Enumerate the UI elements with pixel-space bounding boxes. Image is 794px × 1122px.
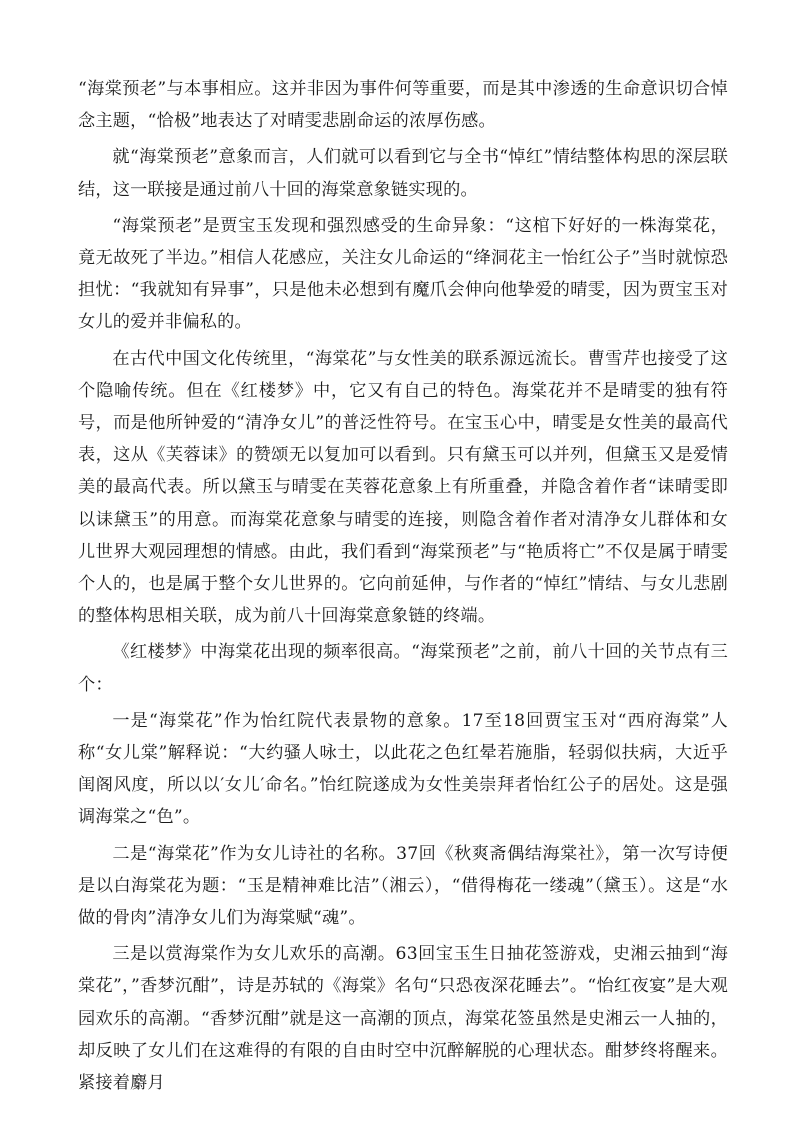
paragraph-3: “海棠预老”是贾宝玉发现和强烈感受的生命异象：“这棺下好好的一株海棠花，竟无故死了半边。”相信人花感应，关注女儿命运的“绛洞花主一怡红公子”当时就惊恐担忧：“我就知有异事”，只是他未必想到有魔爪会伸向他挚爱的晴雯，因为贾宝玉对女儿的爱并非偏私的。	[78, 215, 728, 333]
article-body	[78, 73, 728, 1099]
paragraph-4: 在古代中国文化传统里，“海棠花”与女性美的联系源远流长。曹雪芹也接受了这个隐喻传统。但在《红楼梦》中，它又有自己的特色。海棠花并不是晴雯的独有符号，而是他所钟爱的“清净女儿”的普泛性符号。在宝玉心中，晴雯是女性美的最高代表，这从《芙蓉诔》的赞颂无以复加可以看到。只有黛玉可以并列，但黛玉又是爱情美的最高代表。所以黛玉与晴雯在芙蓉花意象上有所重叠，并隐含着作者“诔晴雯即以诔黛玉”的用意。而海棠花意象与晴雯的连接，则隐含着作者对清净女儿群体和女儿世界大观园理想的情感。由此，我们看到“海棠预老”与“艳质将亡”不仅是属于晴雯个人的，也是属于整个女儿世界的。它向前延伸，与作者的“悼红”情结、与女儿悲剧的整体构思相关联，成为前八十回海棠意象链的终端。	[78, 348, 728, 627]
paragraph-6: 一是“海棠花”作为怡红院代表景物的意象。17至18回贾宝玉对“西府海棠”人称“女儿棠”解释说：“大约骚人咏士，以此花之色红晕若施脂，轻弱似扶病，大近乎闺阁风度，所以以′女儿′命名。”怡红院遂成为女性美崇拜者怡红公子的居处。这是强调海棠之“色”。	[78, 710, 728, 828]
paragraph-5: 《红楼梦》中海棠花出现的频率很高。“海棠预老”之前，前八十回的关节点有三个：	[78, 642, 728, 695]
paragraph-8: 三是以赏海棠作为女儿欢乐的高潮。63回宝玉生日抽花签游戏，史湘云抽到“海棠花”，”香梦沉酣”，诗是苏轼的《海棠》名句“只恐夜深花睡去”。“怡红夜宴”是大观园欢乐的高潮。“香梦沉酣”就是这一高潮的顶点，海棠花签虽然是史湘云一人抽的，却反映了女儿们在这难得的有限的自由时空中沉醉解脱的心理状态。酣梦终将醒来。紧接着麝月	[78, 944, 728, 1094]
paragraph-2: 就“海棠预老”意象而言，人们就可以看到它与全书“悼红”情结整体构思的深层联结，这一联接是通过前八十回的海棠意象链实现的。	[78, 147, 728, 200]
paragraph-7: 二是“海棠花”作为女儿诗社的名称。37回《秋爽斋偶结海棠社》，第一次写诗便是以白海棠花为题：“玉是精神难比洁”（湘云），“借得梅花一缕魂”（黛玉）。这是“水做的骨肉”清净女儿们为海棠赋“魂”。	[78, 843, 728, 929]
paragraph-1: “海棠预老”与本事相应。这并非因为事件何等重要，而是其中渗透的生命意识切合悼念主题，“恰极”地表达了对晴雯悲剧命运的浓厚伤感。	[78, 79, 728, 132]
